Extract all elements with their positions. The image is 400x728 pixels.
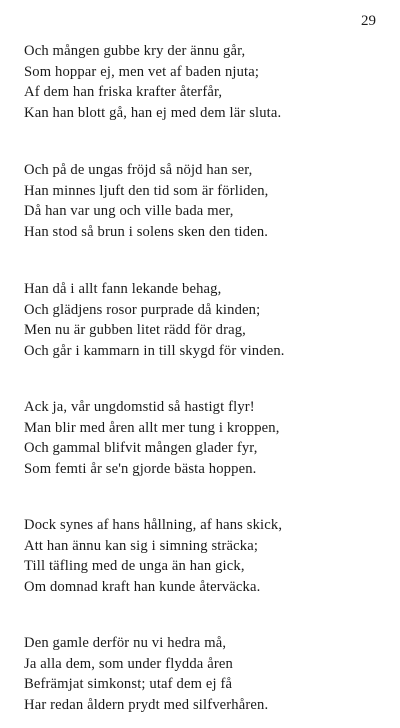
- stanza-4: [24, 397, 384, 479]
- stanza-6: [24, 633, 384, 715]
- verse-line: Då han var ung och ville bada mer,: [24, 203, 234, 219]
- verse-line: Som hoppar ej, men vet af baden njuta;: [24, 63, 260, 80]
- verse-line: Att han ännu kan sig i simning sträcka;: [24, 537, 259, 554]
- verse-line: Och på de ungas fröjd så nöjd han ser,: [24, 162, 253, 178]
- verse-line: Och glädjens rosor purprade då kinden;: [24, 301, 261, 318]
- page-number: 29: [361, 13, 376, 29]
- stanza-1: [24, 41, 384, 123]
- verse-line: Han minnes ljuft den tid som är förliden,: [24, 182, 269, 199]
- verse-line: Har redan åldern prydt med silfverhåren.: [24, 696, 269, 713]
- verse-line: Han då i allt fann lekande behag,: [24, 281, 222, 297]
- verse-line: Om domnad kraft han kunde återväcka.: [24, 578, 261, 595]
- verse-line: Befrämjat simkonst; utaf dem ej få: [24, 676, 233, 692]
- verse-line: Dock synes af hans hållning, af hans skick,: [24, 517, 283, 533]
- verse-line: Af dem han friska krafter återfår,: [24, 84, 223, 100]
- stanza-5: [24, 515, 384, 597]
- verse-line: Ack ja, vår ungdomstid så hastigt flyr!: [24, 399, 255, 415]
- verse-line: Kan han blott gå, han ej med dem lär sluta.: [24, 104, 282, 121]
- verse-line: Till täfling med de unga än han gick,: [24, 558, 245, 574]
- verse-line: Och gammal blifvit mången glader fyr,: [24, 440, 258, 456]
- verse-line: Som femti år se'n gjorde bästa hoppen.: [24, 460, 257, 477]
- verse-line: Den gamle derför nu vi hedra må,: [24, 635, 227, 651]
- verse-line: Ja alla dem, som under flydda åren: [24, 655, 233, 672]
- verse-line: Man blir med åren allt mer tung i kroppen,: [24, 419, 280, 436]
- stanza-2: [24, 160, 384, 242]
- verse-line: Men nu är gubben litet rädd för drag,: [24, 322, 246, 338]
- verse-line: Och går i kammarn in till skygd för vinden.: [24, 342, 285, 359]
- verse-line: Han stod så brun i solens sken den tiden.: [24, 223, 269, 240]
- stanza-3: [24, 279, 384, 361]
- verse-line: Och mången gubbe kry der ännu går,: [24, 43, 246, 59]
